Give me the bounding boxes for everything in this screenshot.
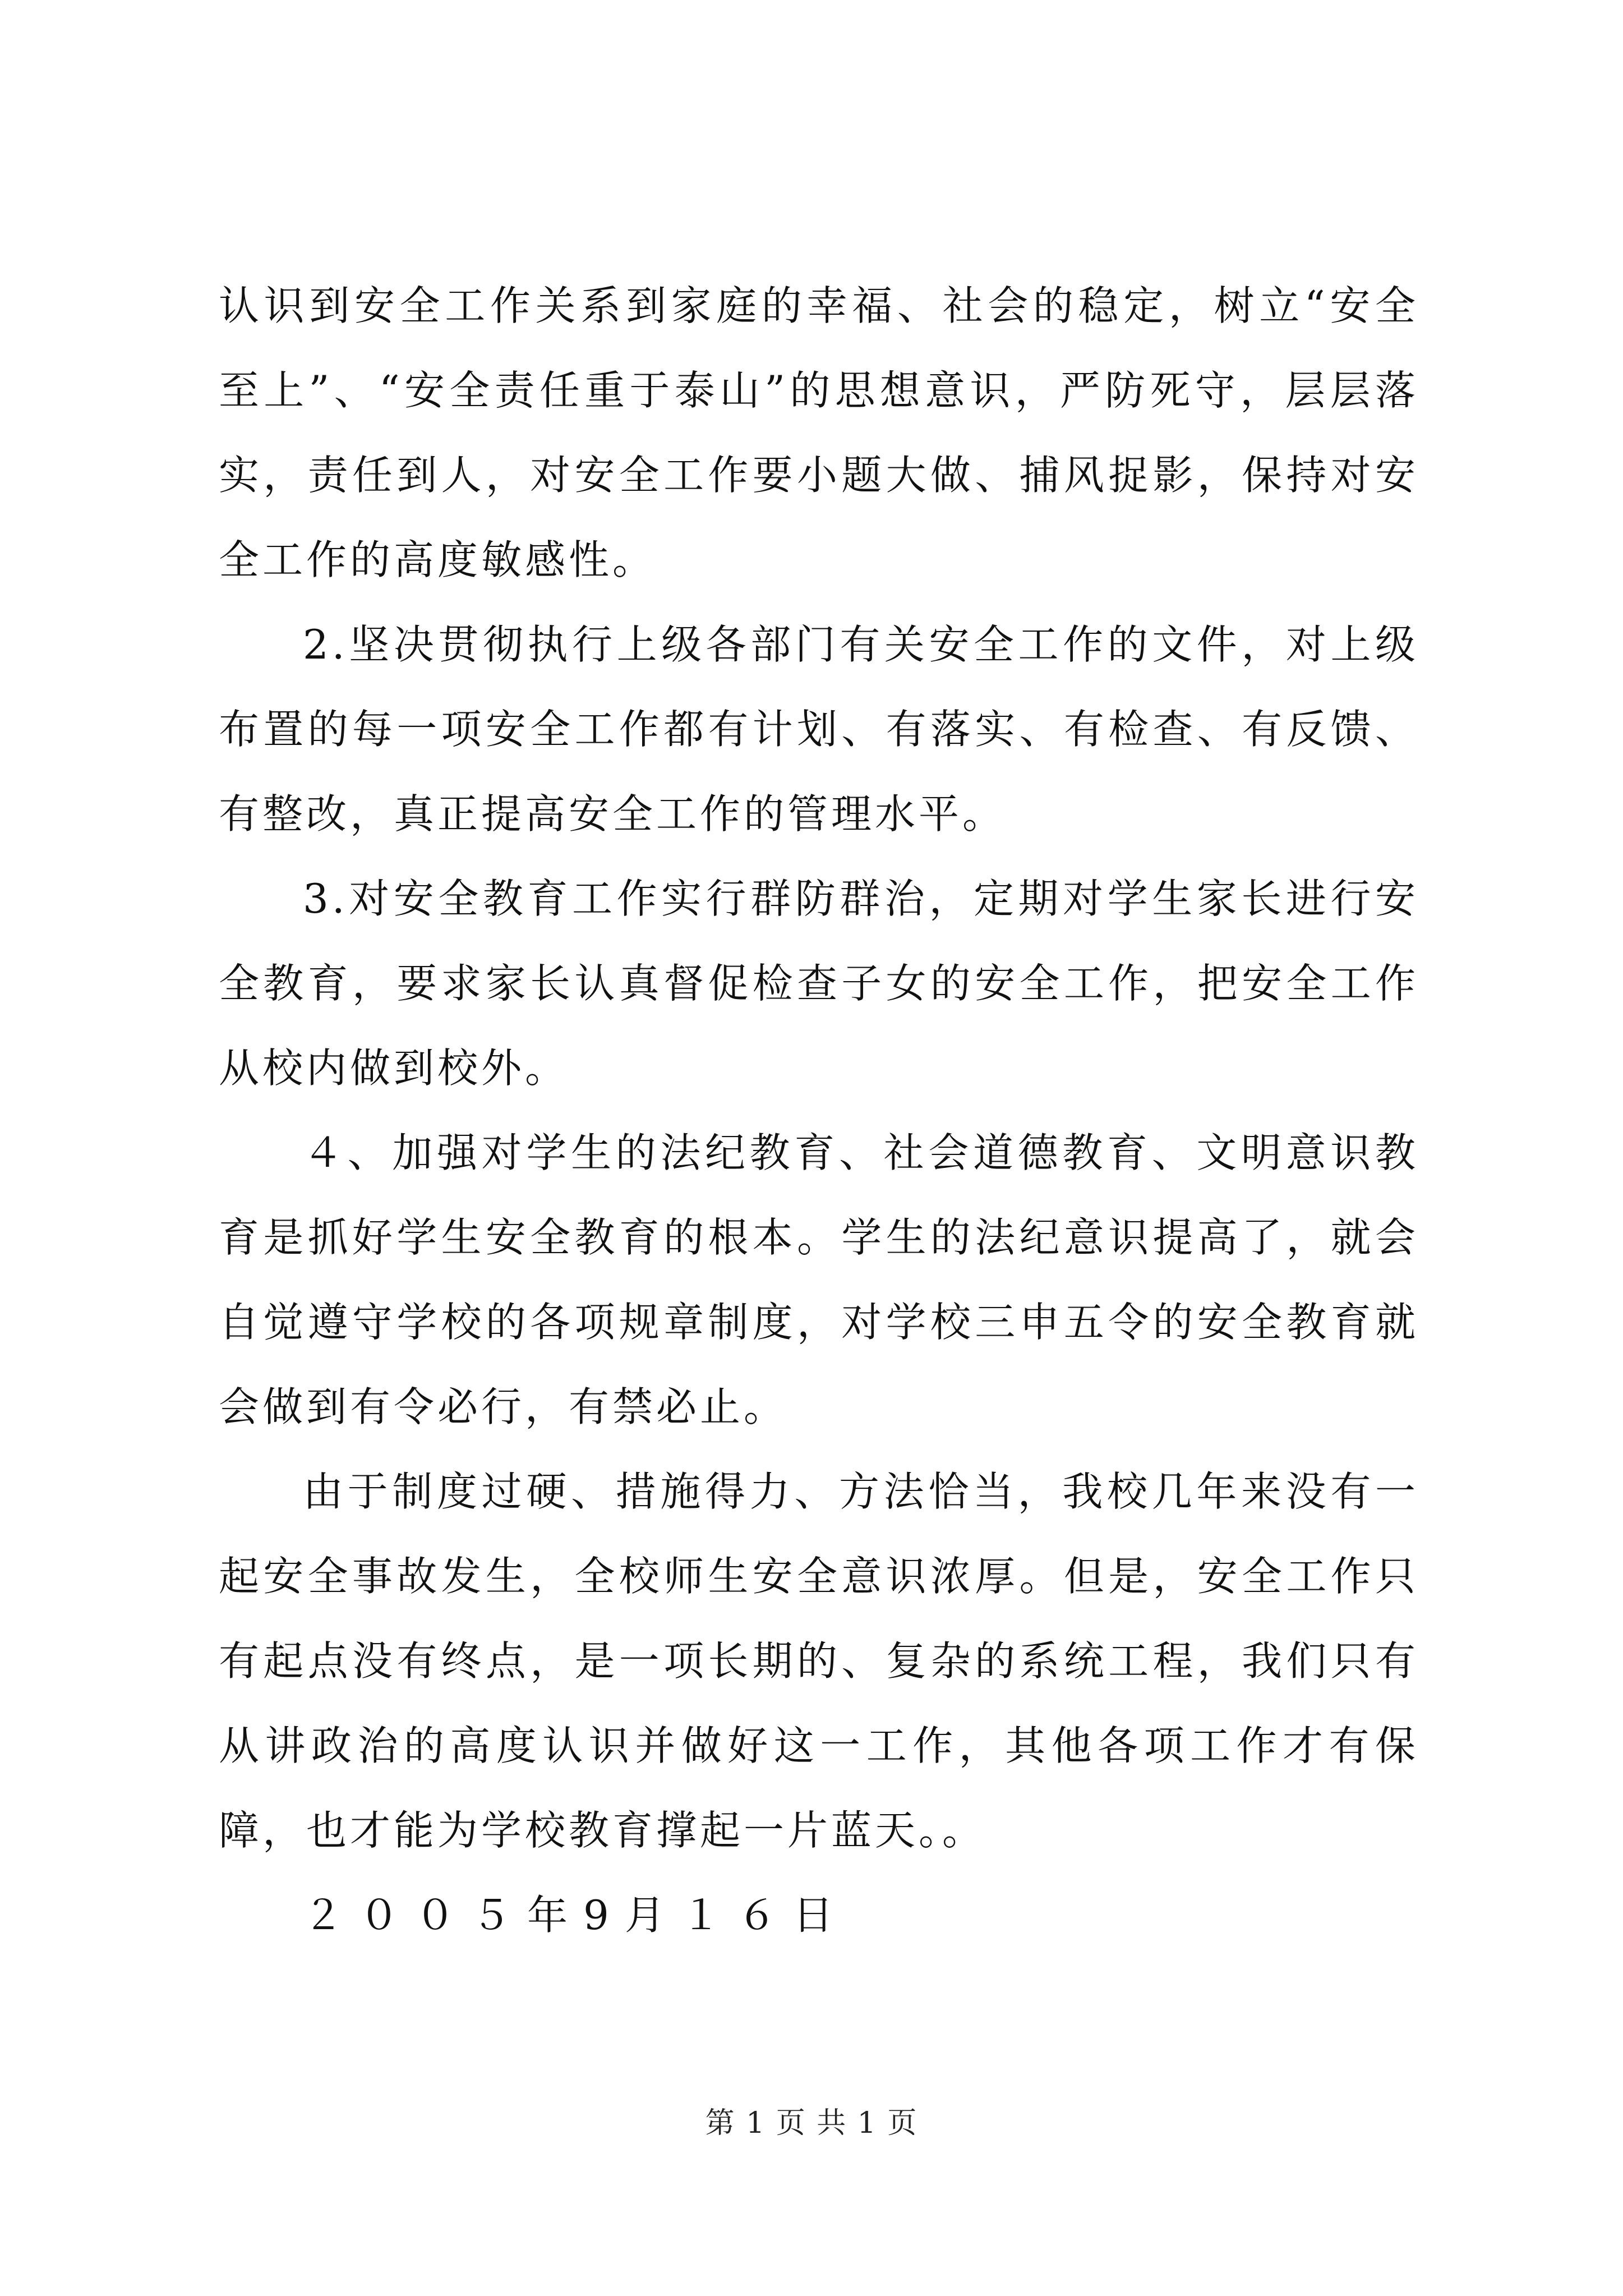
paragraph-item-4: ４、加强对学生的法纪教育、社会道德教育、文明意识教育是抓好学生安全教育的根本。学生的法纪意识提高了，就会自觉遵守学校的各项规章制度，对学校三申五令的安全教育就会做到有令必行，有禁必止。 [219, 1129, 1419, 1430]
paragraph-item-3: 3.对安全教育工作实行群防群治，定期对学生家长进行安全教育，要求家长认真督促检查子女的安全工作，把安全工作从校内做到校外。 [219, 875, 1419, 1092]
paragraph-item-2: 2.坚决贯彻执行上级各部门有关安全工作的文件，对上级布置的每一项安全工作都有计划、有落实、有检查、有反馈、有整改，真正提高安全工作的管理水平。 [219, 621, 1419, 838]
document-body [219, 264, 1419, 1958]
document-date: ２００５年9月１６日 [303, 1892, 849, 1939]
paragraph-conclusion: 由于制度过硬、措施得力、方法恰当，我校几年来没有一起安全事故发生，全校师生安全意识浓厚。但是，安全工作只有起点没有终点，是一项长期的、复杂的系统工程，我们只有从讲政治的高度认识并做好这一工作，其他各项工作才有保障，也才能为学校教育撑起一片蓝天。。 [219, 1468, 1419, 1854]
paragraph-continuation: 认识到安全工作关系到家庭的幸福、社会的稳定，树立“安全至上”、“安全责任重于泰山”的思想意识，严防死守，层层落实，责任到人，对安全工作要小题大做、捕风捉影，保持对安全工作的高度敏感性。 [219, 282, 1419, 583]
page-footer: 第 1 页 共 1 页 [705, 2106, 918, 2140]
